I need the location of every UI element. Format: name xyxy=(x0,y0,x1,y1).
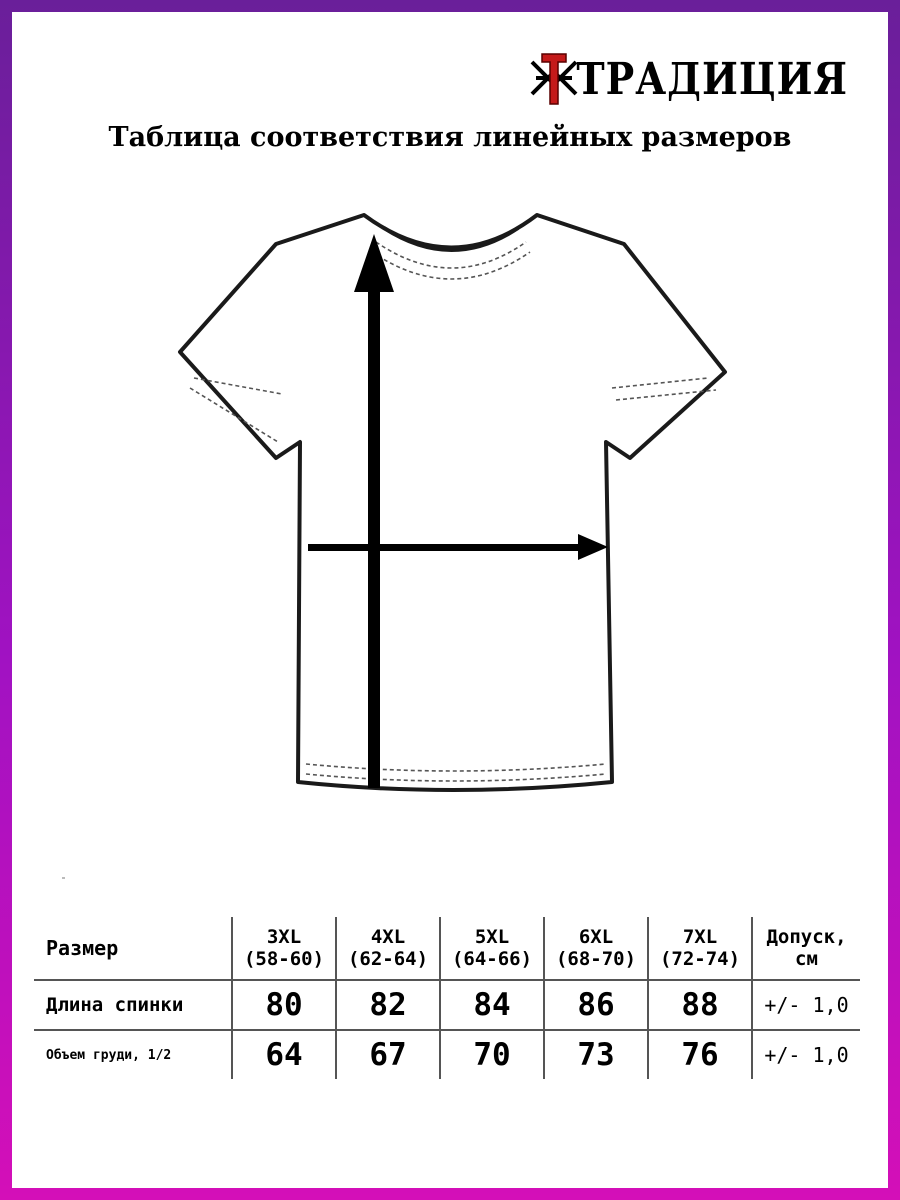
size-range: (72-74) xyxy=(659,948,741,970)
measurement-value: 80 xyxy=(232,980,336,1030)
size-column-header xyxy=(232,917,336,980)
size-table xyxy=(34,917,860,1079)
size-name: 6XL xyxy=(578,926,614,948)
table-row-back-length xyxy=(34,980,860,1030)
size-range: (68-70) xyxy=(555,948,637,970)
size-chart-card xyxy=(12,12,888,1188)
table-row-half-chest xyxy=(34,1030,860,1079)
size-name: 3XL xyxy=(266,926,302,948)
measurement-value: 84 xyxy=(440,980,544,1030)
measurement-value: 70 xyxy=(440,1030,544,1079)
tolerance-value: +/- 1,0 xyxy=(752,980,860,1030)
size-column-header xyxy=(336,917,440,980)
size-name: 7XL xyxy=(682,926,718,948)
measurement-value: 64 xyxy=(232,1030,336,1079)
size-column-header xyxy=(440,917,544,980)
size-range: (62-64) xyxy=(347,948,429,970)
measurement-value: 67 xyxy=(336,1030,440,1079)
page-title: Таблица соответствия линейных размеров xyxy=(108,122,792,153)
measurement-value: 73 xyxy=(544,1030,648,1079)
size-name: 4XL xyxy=(370,926,406,948)
brand-knot-icon xyxy=(526,48,582,108)
brand-name: ТРАДИЦИЯ xyxy=(576,52,848,104)
back-length-arrow xyxy=(354,234,394,788)
half-chest-arrow xyxy=(308,534,608,560)
size-range: (58-60) xyxy=(243,948,325,970)
size-range: (64-66) xyxy=(451,948,533,970)
tolerance-header-line1: Допуск, xyxy=(766,926,847,948)
brand-logo xyxy=(526,48,848,108)
tshirt-illustration xyxy=(12,202,888,822)
tolerance-value: +/- 1,0 xyxy=(752,1030,860,1079)
table-header-row xyxy=(34,917,860,980)
measurement-value: 88 xyxy=(648,980,752,1030)
stray-mark xyxy=(62,877,65,879)
size-name: 5XL xyxy=(474,926,510,948)
measurement-value: 82 xyxy=(336,980,440,1030)
size-column-header xyxy=(648,917,752,980)
row-label: Длина спинки xyxy=(46,994,184,1016)
size-column-header xyxy=(544,917,648,980)
row-label: Объем груди, 1/2 xyxy=(46,1047,172,1063)
tolerance-header-line2: см xyxy=(795,948,818,970)
measurement-value: 86 xyxy=(544,980,648,1030)
tshirt-body-outline xyxy=(180,215,725,790)
measurement-value: 76 xyxy=(648,1030,752,1079)
size-header-label: Размер xyxy=(46,936,119,960)
tolerance-column-header xyxy=(752,917,860,980)
